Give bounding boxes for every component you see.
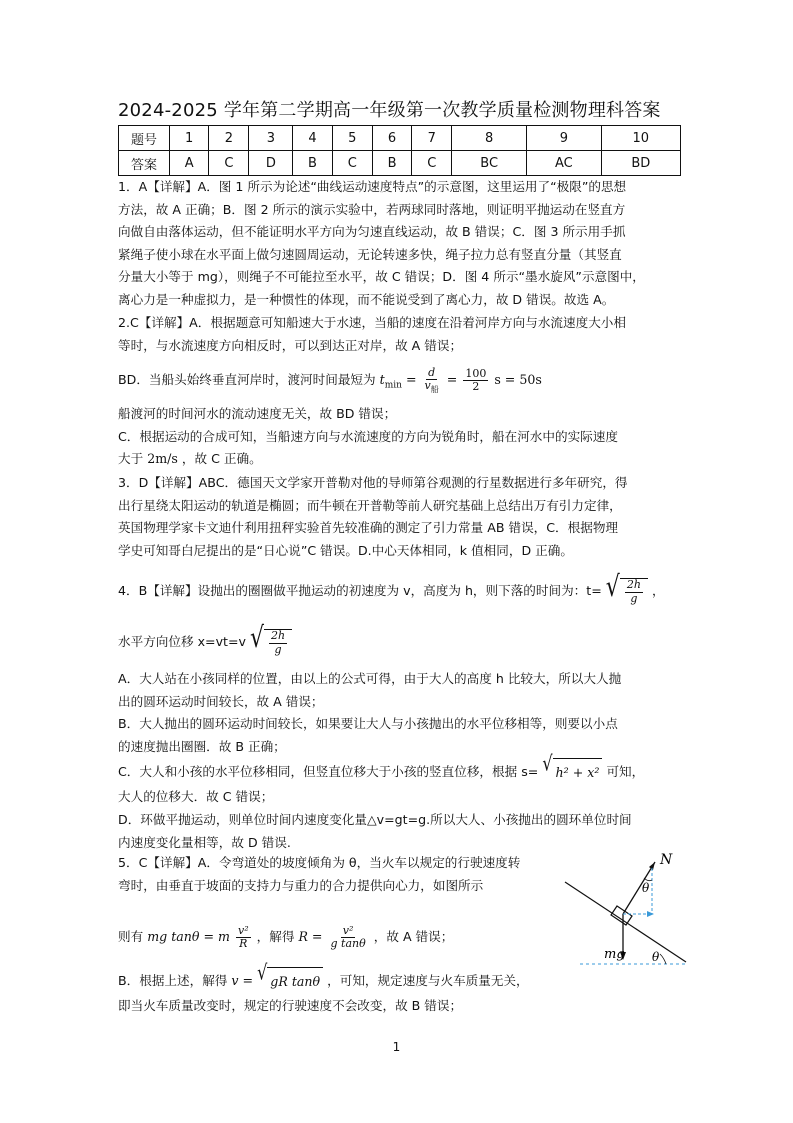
text-segment: ，故 C 正确。 — [181, 451, 262, 467]
table-cell: B — [372, 151, 411, 176]
fraction-denominator: g — [274, 642, 282, 656]
table-cell: AC — [527, 151, 602, 176]
text-segment: B．根据上述，解得 — [118, 973, 228, 989]
table-cell: B — [293, 151, 332, 176]
answer-table — [118, 125, 681, 176]
fraction-numerator: v² — [342, 924, 354, 938]
table-cell: 1 — [170, 126, 209, 151]
formula-line — [118, 751, 681, 786]
text-line: 紧绳子使小球在水平面上做匀速圆周运动，无论转速多快，绳子拉力总有竖直分量（其竖直 — [118, 246, 622, 262]
text-line: 5．C【详解】A．令弯道处的坡度倾角为 θ，当火车以规定的行驶速度转 — [118, 855, 521, 870]
text-line: B．大人抛出的圆环运动时间较长，如果要让大人与小孩抛出的水平位移相等，则要以小点 — [118, 716, 618, 732]
text-segment: ，可知，规定速度与火车质量无关， — [327, 973, 529, 989]
page-number: 1 — [392, 1040, 401, 1054]
label-N: N — [660, 852, 673, 868]
text-segment: C．大人和小孩的水平位移相同，但竖直位移大于小孩的竖直位移，根据 s= — [118, 764, 539, 780]
fraction-denominator: g — [630, 591, 638, 605]
math-result: s = 50s — [494, 372, 542, 388]
label-theta-top: θ — [642, 881, 650, 895]
text-line: 大人的位移大．故 C 错误； — [118, 789, 274, 805]
text-segment: BD．当船头始终垂直河岸时，渡河时间最短为 — [118, 372, 376, 388]
text-line: 英国物理学家卡文迪什利用扭秤实验首先较准确的测定了引力常量 AB 错误，C．根据物理 — [118, 520, 619, 536]
text-segment: 4．B【详解】设抛出的圈圈做平抛运动的初速度为 v，高度为 h，则下落的时间为：t= — [118, 583, 602, 598]
formula-line — [118, 357, 681, 403]
text-segment: ，解得 — [256, 929, 295, 945]
text-line: 的速度抛出圈圈．故 B 正确； — [118, 738, 286, 754]
math-expression: R = — [298, 929, 323, 945]
formula-line — [118, 616, 681, 668]
text-line: C．根据运动的合成可知，当船速方向与水流速度的方向为锐角时，船在河水中的实际速度 — [118, 428, 618, 444]
table-header-answer: 答案 — [119, 151, 170, 176]
train-block — [611, 906, 632, 925]
math-expression: v = — [231, 973, 254, 989]
table-cell: 3 — [249, 126, 293, 151]
text-line: 内速度变化量相等，故 D 错误. — [118, 834, 291, 850]
table-cell: 9 — [527, 126, 602, 151]
text-line: 方法，故 A 正确；B．图 2 所示的演示实验中，若两球同时落地，则证明平抛运动在竖直方 — [118, 201, 626, 217]
fraction-denominator: R — [239, 937, 248, 951]
question-1 — [118, 176, 681, 312]
text-segment: 水平方向位移 x=vt=v — [118, 634, 246, 649]
text-line: 出的圆环运动时间较长，故 A 错误； — [118, 693, 324, 709]
square-root — [257, 960, 323, 996]
fraction-denominator: v — [424, 378, 431, 392]
fraction — [236, 925, 251, 950]
formula-line — [118, 960, 681, 995]
radical-sign: √ — [605, 571, 620, 605]
square-root — [542, 751, 602, 787]
text-line: 向做自由落体运动，但不能证明水平方向为匀速直线运动，故 B 错误；C．图 3 所示用手抓 — [118, 224, 626, 240]
text-line: 出行星绕太阳运动的轨道是椭圆；而牛顿在开普勒等前人研究基础上总结出万有引力定律， — [118, 497, 622, 513]
fraction — [423, 367, 441, 395]
fraction-numerator: d — [428, 365, 436, 379]
force-diagram — [560, 850, 690, 970]
math-symbol: t — [379, 372, 385, 388]
answer-table-number-row — [119, 126, 681, 151]
fraction-numerator: 2h — [626, 578, 641, 592]
radical-sign: √ — [249, 622, 265, 656]
text-line: 3．D【详解】ABC．德国天文学家开普勒对他的导师第谷观测的行星数据进行多年研究，得 — [118, 475, 628, 490]
fraction-numerator: 2h — [271, 629, 286, 643]
table-cell: BD — [601, 151, 680, 176]
text-segment: ， — [651, 583, 665, 598]
fraction-denominator: 2 — [472, 380, 480, 394]
table-cell: C — [332, 151, 372, 176]
table-cell: 10 — [601, 126, 680, 151]
fraction — [329, 925, 368, 950]
table-cell: 8 — [452, 126, 527, 151]
normal-force-arrow — [623, 862, 655, 914]
table-header-number: 题号 — [119, 126, 170, 151]
radicand: gR tanθ — [267, 967, 323, 996]
table-cell: BC — [452, 151, 527, 176]
text-line: 即当火车质量改变时，规定的行驶速度不会改变，故 B 错误； — [118, 998, 463, 1014]
fraction-denominator: g tanθ — [330, 937, 366, 951]
text-segment: ，故 A 错误； — [373, 929, 454, 945]
text-line: D．环做平抛运动，则单位时间内速度变化量△v=gt=g.所以大人、小孩抛出的圆环单位时间 — [118, 811, 632, 827]
incline-line — [565, 882, 686, 962]
question-3 — [118, 472, 681, 562]
table-cell: 7 — [412, 126, 452, 151]
radicand: h² + x² — [553, 758, 603, 787]
question-2 — [118, 312, 681, 471]
table-cell: 2 — [209, 126, 249, 151]
answer-table-answer-row — [119, 151, 681, 176]
text-segment: 可知， — [606, 764, 645, 780]
text-segment: 则有 — [118, 929, 144, 945]
formula-line — [118, 566, 681, 616]
text-line: 1．A【详解】A．图 1 所示为论述“曲线运动速度特点”的示意图，这里运用了“极限”的思想 — [118, 179, 627, 194]
math-operator: = — [405, 372, 417, 388]
table-cell: 5 — [332, 126, 372, 151]
math-expression: mg tanθ = m — [147, 929, 230, 945]
math-subscript: 船 — [430, 384, 439, 394]
fraction-numerator: v² — [238, 924, 249, 938]
math-subscript: min — [384, 380, 402, 391]
question-4 — [118, 566, 681, 854]
text-line: 2.C【详解】A．根据题意可知船速大于水速，当船的速度在沿着河岸方向与水流速度大小相 — [118, 315, 626, 330]
math-value: 2m/s — [147, 451, 178, 467]
square-root — [605, 571, 648, 605]
radical-sign: √ — [257, 960, 268, 985]
text-line: A．大人站在小孩同样的位置，由以上的公式可得，由于大人的高度 h 比较大，所以大人抛 — [118, 671, 622, 686]
arrowhead-icon — [647, 911, 654, 917]
table-cell: 6 — [372, 126, 411, 151]
text-line: 分量大小等于 mg），则绳子不可能拉至水平，故 C 错误；D．图 4 所示“墨水旋风”示意图中， — [118, 269, 645, 285]
text-line: 弯时，由垂直于坡面的支持力与重力的合力提供向心力，如图所示 — [118, 877, 484, 893]
table-cell: C — [412, 151, 452, 176]
text-line — [118, 448, 681, 471]
label-mg: mg — [604, 947, 625, 962]
text-line: 船渡河的时间河水的流动速度无关，故 BD 错误； — [118, 406, 397, 422]
angle-arc — [660, 954, 666, 964]
table-cell: 4 — [293, 126, 332, 151]
radical-sign: √ — [542, 751, 553, 777]
text-line: 学史可知哥白尼提出的是“日心说”C 错误。D.中心天体相同，k 值相同，D 正确。 — [118, 542, 573, 558]
table-cell: D — [249, 151, 293, 176]
text-line: 等时，与水流速度方向相反时，可以到达正对岸，故 A 错误； — [118, 337, 463, 353]
math-operator: = — [446, 372, 458, 388]
label-theta-bottom: θ — [652, 950, 660, 964]
table-cell: A — [170, 151, 209, 176]
text-line: 离心力是一种虚拟力，是一种惯性的体现，而不能说受到了离心力，故 D 错误。故选 A。 — [118, 291, 615, 307]
table-cell: C — [209, 151, 249, 176]
square-root — [249, 622, 292, 656]
fraction — [463, 368, 488, 393]
page-title: 2024-2025 学年第二学期高一年级第一次教学质量检测物理科答案 — [118, 100, 661, 121]
fraction-numerator: 100 — [465, 367, 487, 381]
text-segment: 大于 — [118, 451, 144, 467]
